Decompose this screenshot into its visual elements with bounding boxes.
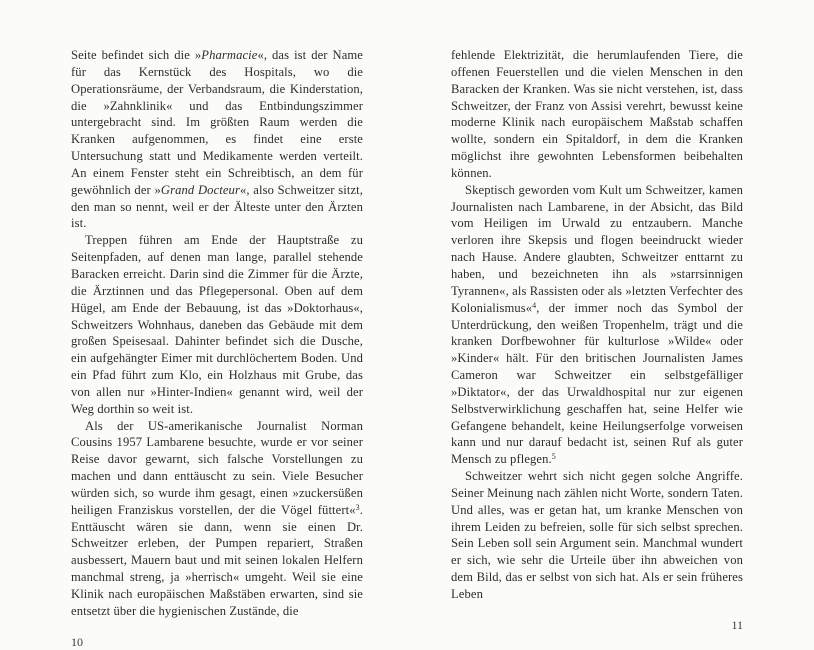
left-page-text-block <box>71 47 363 620</box>
italic-term-grand-docteur: Grand Docteur <box>160 182 240 197</box>
paragraph <box>71 418 363 620</box>
right-page-text-block <box>451 47 743 603</box>
text-segment: fehlende Elektrizität, die herumlaufenden Tiere, die offenen Feuerstellen und die vielen Menschen in den Baracken der Kranken. Was sie nicht verstehen, ist, dass Schweitzer, der Franz von Assisi verehrt, bewusst keine moderne Klinik nach europäischem Maßstab schaffen wollte, sondern ein Spitaldorf, in dem die Kranken möglichst ihre gewohnten Lebensformen beibehalten können. <box>451 48 743 180</box>
paragraph <box>451 182 743 468</box>
text-segment: «, das ist der Name für das Kernstück des Hospitals, wo die Operationsräume, der Verbandsraum, die Kinderstation, die »Zahnklinik« und das Entbindungszimmer untergebracht sind. Im größten Raum werden die Kranken aufgenommen, es findet eine erste Untersuchung statt und Medikamente werden verteilt. An einem Fenster steht ein Schreibtisch, an dem für gewöhnlich der » <box>71 48 363 197</box>
paragraph-continuation <box>71 47 363 232</box>
right-page <box>451 47 743 633</box>
text-segment: Skeptisch geworden vom Kult um Schweitzer, kamen Journalisten nach Lambarene, in der Absicht, das Bild vom Heiligen im Urwald zu entzaubern. Manche verloren ihre Skepsis und flogen beeindruckt wieder nach Hause. Andere glaubten, Schweitzer enttarnt zu haben, und bezeichneten ihn als »starrsinnigen Tyrannen«, als Rassisten oder als »letzten Verfechter des Kolonialismus« <box>451 182 743 315</box>
footnote-marker-3: 3 <box>355 502 360 512</box>
page-number-left: 10 <box>71 634 83 649</box>
paragraph <box>71 232 363 417</box>
paragraph <box>451 468 743 603</box>
text-segment: Schweitzer wehrt sich nicht gegen solche Angriffe. Seiner Meinung nach zählen nicht Worte, sondern Taten. Und alles, was er getan hat, um kranke Menschen von ihrem Leiden zu befreien, solle für sich selbst sprechen. Sein Leben soll sein Argument sein. Manchmal wundert er sich, wie sehr die Urteile über ihn abweichen von dem Bild, das er selbst von sich hat. Als er sein früheres Leben <box>451 469 743 601</box>
text-segment: Als der US-amerikanische Journalist Norman Cousins 1957 Lambarene besuchte, wurde er vor seiner Reise davor gewarnt, sich falsche Vorstellungen zu machen und dann enttäuscht zu sein. Viele Besucher würden sich, so wurde ihm gesagt, einen »zuckersüßen heiligen Franziskus vorstellen, der die Vögel füttert« <box>71 418 363 517</box>
italic-term-pharmacie: Pharmacie <box>201 48 258 62</box>
text-segment: «, also Schweitzer sitzt, den man so nennt, weil er der Älteste unter den Ärzten ist. <box>71 182 364 231</box>
paragraph-continuation <box>451 47 743 182</box>
text-segment: Seite befindet sich die » <box>71 48 202 62</box>
left-page <box>71 47 363 650</box>
footnote-marker-5: 5 <box>551 452 556 462</box>
footnote-marker-4: 4 <box>532 300 537 310</box>
text-segment: Treppen führen am Ende der Hauptstraße zu Seitenpfaden, auf denen man lange, parallel stehende Baracken erreicht. Darin sind die Zimmer für die Ärzte, die Ärztinnen und das Pflegepersonal. Oben auf dem Hügel, am Ende der Bebauung, ist das »Doktorhaus«, Schweitzers Wohnhaus, daneben das Gebäude mit dem großen Speisesaal. Dahinter befindet sich die Dusche, ein aufgehängter Eimer mit durchlöchertem Boden. Und ein Pfad führt zum Klo, ein Holzhaus mit Grube, das von allen nur »Hinter-Indien« genannt wird, weil der Weg dorthin so weit ist. <box>71 233 363 416</box>
page-number-right: 11 <box>731 617 743 632</box>
text-segment: , der immer noch das Symbol der Unterdrückung, den weißen Tropenhelm, trägt und die kranken Dorfbewohner für kulturlose »Wilde« oder »Kinder« hält. Für den britischen Journalisten James Cameron war Schweitzer ein selbstgefälliger »Diktator«, der das Urwaldhospital nur zur eigenen Selbstverwirklichung geschaffen hat, seine Helfer wie Gefangene behandelt, keine Heilungserfolge vorweisen kann und nur darauf bedacht ist, seinen Ruf als guter Mensch zu pflegen. <box>451 300 743 467</box>
text-segment: . Enttäuscht wären sie dann, wenn sie einen Dr. Schweitzer erleben, der Pumpen repariert, Straßen ausbessert, Mauern baut und mit seinen lokalen Helfern manchmal streng, ja »herrisch« umgeht. Weil sie eine Klinik nach europäischen Maßstäben erwarten, sind sie entsetzt über die hygienischen Zustände, die <box>71 502 363 618</box>
